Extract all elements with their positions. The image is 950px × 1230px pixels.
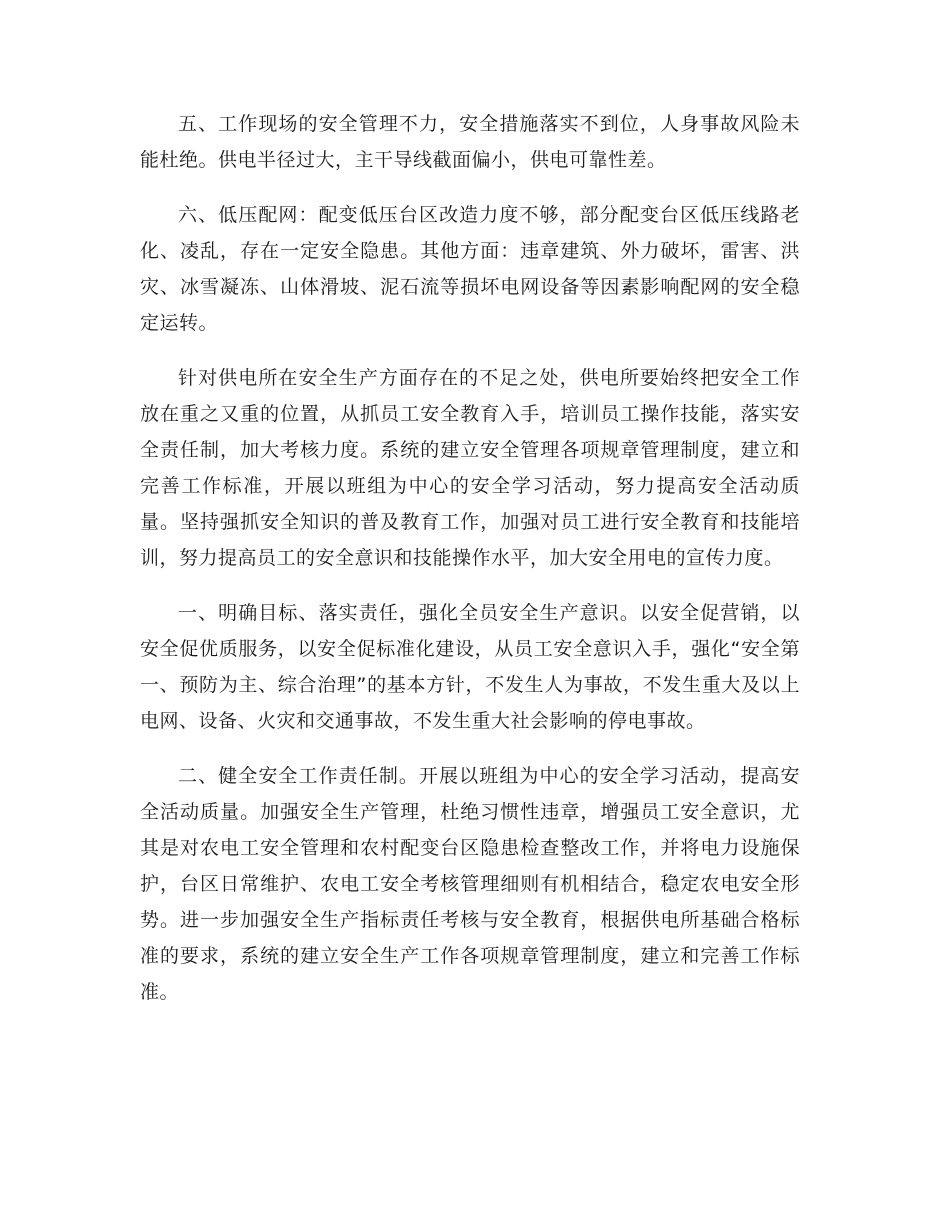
document-page — [140, 106, 800, 1029]
paragraph-safety-measures-overview: 针对供电所在安全生产方面存在的不足之处，供电所要始终把安全工作放在重之又重的位置，从抓员工安全教育入手，培训员工操作技能，落实安全责任制，加大考核力度。系统的建立安全管理各项规章管理制度，建立和完善工作标准，开展以班组为中心的安全学习活动，努力提高安全活动质量。坚持强抓安全知识的普及教育工作，加强对员工进行安全教育和技能培训，努力提高员工的安全意识和技能操作水平，加大安全用电的宣传力度。 — [140, 367, 800, 569]
paragraph-clear-goals: 一、明确目标、落实责任，强化全员安全生产意识。以安全促营销，以安全促优质服务，以安全促标准化建设，从员工安全意识入手，强化“安全第一、预防为主、综合治理”的基本方针，不发生人为事故，不发生重大及以上电网、设备、火灾和交通事故，不发生重大社会影响的停电事故。 — [140, 602, 800, 732]
paragraph-responsibility-system: 二、健全安全工作责任制。开展以班组为中心的安全学习活动，提高安全活动质量。加强安全生产管理，杜绝习惯性违章，增强员工安全意识，尤其是对农电工安全管理和农村配变台区隐患检查整改工作，并将电力设施保护，台区日常维护、农电工安全考核管理细则有机相结合，稳定农电安全形势。进一步加强安全生产指标责任考核与安全教育，根据供电所基础合格标准的要求，系统的建立安全生产工作各项规章管理制度，建立和完善工作标准。 — [140, 765, 800, 1003]
paragraph-low-voltage-network: 六、低压配网：配变低压台区改造力度不够，部分配变台区低压线路老化、凌乱，存在一定安全隐患。其他方面：违章建筑、外力破坏，雷害、洪灾、冰雪凝冻、山体滑坡、泥石流等损坏电网设备等因素影响配网的安全稳定运转。 — [140, 204, 800, 334]
paragraph-work-site-safety: 五、工作现场的安全管理不力，安全措施落实不到位，人身事故风险未能杜绝。供电半径过大，主干导线截面偏小，供电可靠性差。 — [140, 113, 800, 171]
